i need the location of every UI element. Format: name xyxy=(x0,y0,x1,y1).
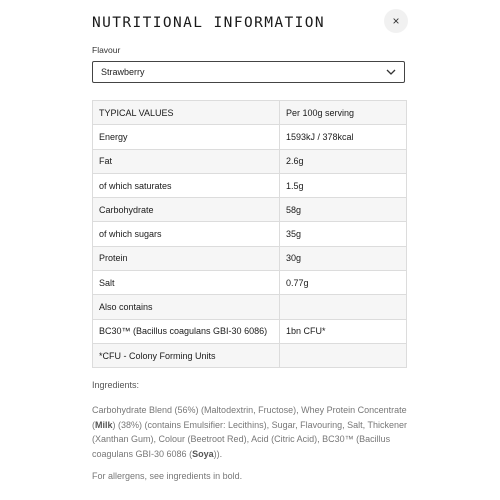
nutrient-name: of which saturates xyxy=(93,173,280,197)
table-header-cell: TYPICAL VALUES xyxy=(93,101,280,125)
nutrient-name: BC30™ (Bacillus coagulans GBI-30 6086) xyxy=(93,319,280,343)
nutrient-value: 0.77g xyxy=(280,271,407,295)
nutrient-value: 30g xyxy=(280,246,407,270)
nutrient-name: Fat xyxy=(93,149,280,173)
nutrition-table xyxy=(92,100,407,368)
table-row xyxy=(93,343,407,367)
table-row xyxy=(93,246,407,270)
nutrient-name: *CFU - Colony Forming Units xyxy=(93,343,280,367)
ingredients-label: Ingredients: xyxy=(92,380,140,390)
table-header-row xyxy=(93,101,407,125)
nutrient-value: 1593kJ / 378kcal xyxy=(280,125,407,149)
nutrient-name: of which sugars xyxy=(93,222,280,246)
table-row xyxy=(93,222,407,246)
flavour-label: Flavour xyxy=(92,45,121,55)
table-row xyxy=(93,295,407,319)
nutrient-name: Energy xyxy=(93,125,280,149)
nutrient-name: Protein xyxy=(93,246,280,270)
flavour-selected-value: Strawberry xyxy=(101,67,145,77)
nutrient-value: 1.5g xyxy=(280,173,407,197)
ingredients-text: Carbohydrate Blend (56%) (Maltodextrin, Fructose), Whey Protein Concentrate (Milk) (38%) (contains Emulsifier: Lecithins), Sugar, Flavouring, Salt, Thickener (Xanthan Gum), Colour (Beetroot Red), Acid (Citric Acid), BC30™ (Bacillus coagulans GBI-30 6086 (Soya)). xyxy=(92,405,407,459)
flavour-select[interactable] xyxy=(92,61,405,83)
table-row xyxy=(93,149,407,173)
table-row xyxy=(93,319,407,343)
allergen-note: For allergens, see ingredients in bold. xyxy=(92,471,243,481)
nutrient-value xyxy=(280,295,407,319)
page-title: NUTRITIONAL INFORMATION xyxy=(92,15,325,31)
table-row xyxy=(93,198,407,222)
nutrient-value: 58g xyxy=(280,198,407,222)
nutrient-value: 35g xyxy=(280,222,407,246)
chevron-down-icon xyxy=(386,69,396,75)
nutrient-value: 2.6g xyxy=(280,149,407,173)
close-button[interactable] xyxy=(384,9,408,33)
nutrient-value xyxy=(280,343,407,367)
allergen-soya: Soya xyxy=(192,448,214,459)
close-icon: × xyxy=(392,14,400,28)
nutrient-name: Salt xyxy=(93,271,280,295)
nutrient-name: Carbohydrate xyxy=(93,198,280,222)
table-header-cell: Per 100g serving xyxy=(280,101,407,125)
allergen-milk: Milk xyxy=(95,419,113,430)
table-row xyxy=(93,125,407,149)
table-row xyxy=(93,173,407,197)
nutrient-value: 1bn CFU* xyxy=(280,319,407,343)
table-row xyxy=(93,271,407,295)
nutrient-name: Also contains xyxy=(93,295,280,319)
